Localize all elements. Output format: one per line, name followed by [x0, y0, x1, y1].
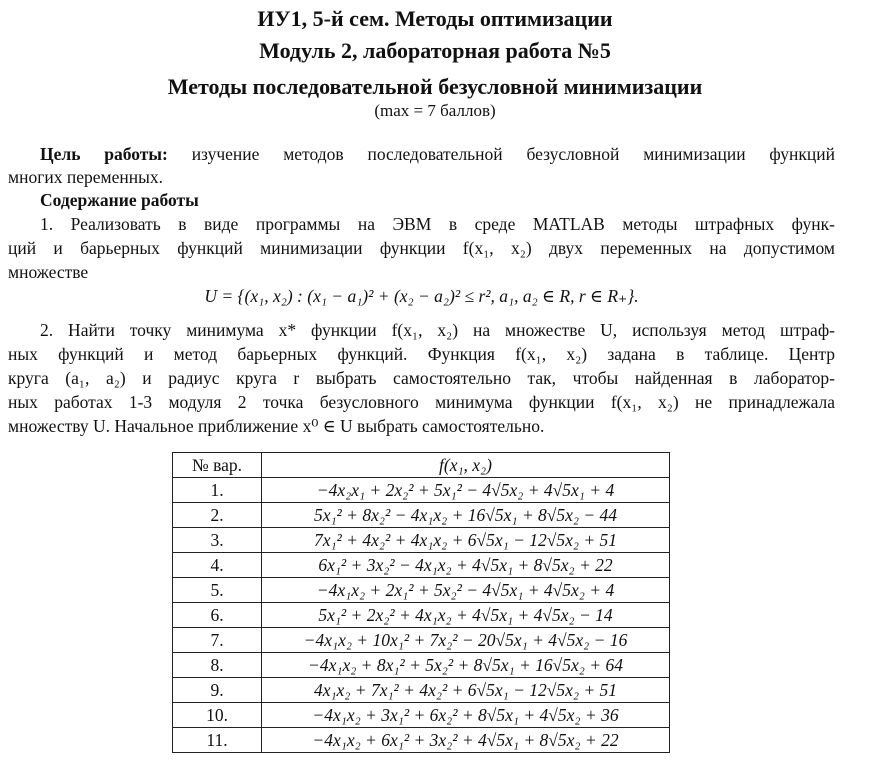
task2-line: 2. Найти точку минимума x* функции f(x₁, x₂) на множестве U, используя метод штраф-: [40, 320, 835, 340]
variant-function: 5x₁² + 8x₂² − 4x₁x₂ + 16√5x₁ + 8√5x₂ − 44: [262, 503, 670, 528]
task2-line: ных работах 1-3 модуля 2 точка безусловного минимума функции f(x₁, x₂) не принадлежала: [8, 392, 835, 412]
task2-line: круга (a₁, a₂) и радиус круга r выбрать самостоятельно так, чтобы найденная в лаборатор-: [8, 368, 835, 388]
goal-label: Цель работы:: [40, 144, 168, 164]
header-function: f(x₁, x₂): [262, 453, 670, 478]
table-row: [173, 703, 670, 728]
variant-number: 10.: [173, 703, 262, 728]
variant-function: 4x₁x₂ + 7x₁² + 4x₂² + 6√5x₁ − 12√5x₂ + 51: [262, 678, 670, 703]
variant-number: 5.: [173, 578, 262, 603]
variant-number: 9.: [173, 678, 262, 703]
table-row: [173, 578, 670, 603]
variant-function: −4x₁x₂ + 6x₁² + 3x₂² + 4√5x₁ + 8√5x₂ + 22: [262, 728, 670, 753]
table-row: [173, 478, 670, 503]
variant-function: −4x₁x₂ + 8x₁² + 5x₂² + 8√5x₁ + 16√5x₂ + 64: [262, 653, 670, 678]
table-row: [173, 503, 670, 528]
goal-line-1: Цель работы: изучение методов последовательной безусловной минимизации функций: [40, 144, 836, 164]
table-row: [173, 553, 670, 578]
variant-number: 1.: [173, 478, 262, 503]
variants-table: [172, 452, 670, 753]
variant-function: 6x₁² + 3x₂² − 4x₁x₂ + 4√5x₁ + 8√5x₂ + 22: [262, 553, 670, 578]
task1-line: 1. Реализовать в виде программы на ЭВМ в среде MATLAB методы штрафных функ-: [40, 214, 835, 234]
variant-function: 5x₁² + 2x₂² + 4x₁x₂ + 4√5x₁ + 4√5x₂ − 14: [262, 603, 670, 628]
variant-number: 3.: [173, 528, 262, 553]
variant-function: −4x₂x₁ + 2x₂² + 5x₁² − 4√5x₂ + 4√5x₁ + 4: [262, 478, 670, 503]
variant-function: −4x₁x₂ + 10x₁² + 7x₂² − 20√5x₁ + 4√5x₂ − 16: [262, 628, 670, 653]
task2-line: ных функций и метод барьерных функций. Функция f(x₁, x₂) задана в таблице. Центр: [8, 344, 835, 364]
max-points: (max = 7 баллов): [374, 101, 496, 120]
variant-function: 7x₁² + 4x₂² + 4x₁x₂ + 6√5x₁ − 12√5x₂ + 51: [262, 528, 670, 553]
set-formula: U = {(x₁, x₂) : (x₁ − a₁)² + (x₂ − a₂)² ≤ r², a₁, a₂ ∈ R, r ∈ R₊}.: [204, 286, 639, 306]
task1-line: ций и барьерных функций минимизации функции f(x₁, x₂) двух переменных на допустимом: [8, 238, 835, 258]
table-row: [173, 653, 670, 678]
variant-number: 2.: [173, 503, 262, 528]
variant-number: 4.: [173, 553, 262, 578]
variant-number: 8.: [173, 653, 262, 678]
table-header-row: [173, 453, 670, 478]
header-variant: № вар.: [173, 453, 262, 478]
doc-title-module: Модуль 2, лабораторная работа №5: [259, 38, 611, 63]
section-heading: Содержание работы: [40, 190, 199, 210]
table-row: [173, 603, 670, 628]
table-row: [173, 678, 670, 703]
variant-function: −4x₁x₂ + 3x₁² + 6x₂² + 8√5x₁ + 4√5x₂ + 36: [262, 703, 670, 728]
table-row: [173, 628, 670, 653]
table-row: [173, 728, 670, 753]
variant-number: 11.: [173, 728, 262, 753]
doc-title-topic: Методы последовательной безусловной минимизации: [167, 74, 703, 99]
variant-number: 6.: [173, 603, 262, 628]
doc-title-course: ИУ1, 5-й сем. Методы оптимизации: [257, 6, 613, 31]
task1-line: множестве: [8, 262, 89, 282]
task2-line: множеству U. Начальное приближение x⁰ ∈ U выбрать самостоятельно.: [8, 416, 545, 436]
variant-function: −4x₁x₂ + 2x₁² + 5x₂² − 4√5x₁ + 4√5x₂ + 4: [262, 578, 670, 603]
table-row: [173, 528, 670, 553]
variant-number: 7.: [173, 628, 262, 653]
goal-line-2: многих переменных.: [8, 167, 163, 187]
